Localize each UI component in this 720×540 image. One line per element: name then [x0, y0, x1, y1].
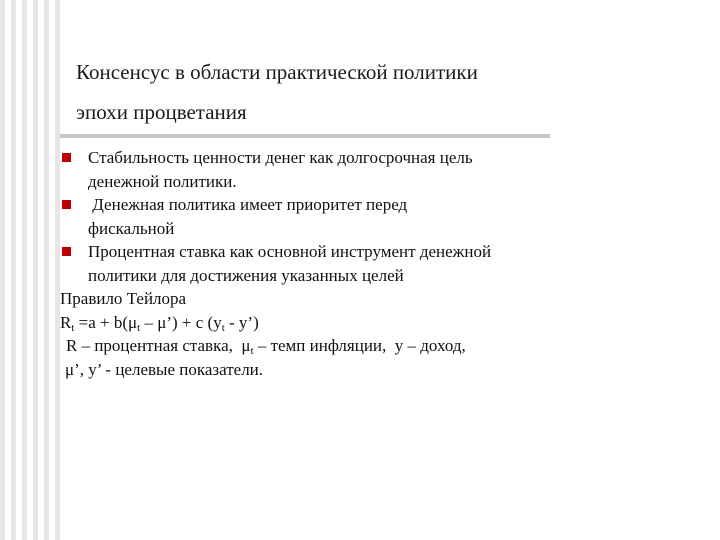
- title-line-1: Консенсус в области практической политики: [76, 60, 478, 84]
- bullet-item-2: [60, 193, 700, 240]
- bullet-2-line-2: фискальной: [88, 218, 175, 238]
- square-bullet-icon: [62, 153, 71, 162]
- bullet-item-1: [60, 146, 700, 193]
- formula-part-3: - y’): [224, 312, 259, 332]
- bullet-item-3: [60, 240, 700, 287]
- legend-part-1: R – процентная ставка, μ: [66, 336, 251, 355]
- bullet-3-line-2: политики для достижения указанных целей: [88, 265, 404, 285]
- slide-title: [76, 52, 636, 132]
- decorative-stripes: [0, 0, 60, 540]
- bullet-1-line-2: денежной политики.: [88, 171, 237, 191]
- legend-part-2: – темп инфляции, y – доход,: [253, 336, 466, 355]
- bullet-3-line-1: Процентная ставка как основной инструмент денежной: [88, 242, 492, 261]
- square-bullet-icon: [62, 200, 71, 209]
- formula-subscript-t: t: [71, 321, 75, 334]
- formula-part-2: – μ’) + c (y: [140, 312, 222, 332]
- formula-part-1: =a + b(μ: [74, 312, 138, 332]
- title-underline: [60, 134, 550, 138]
- formula-subscript-t: t: [137, 321, 141, 334]
- square-bullet-icon: [62, 247, 71, 256]
- legend-subscript-t: t: [250, 345, 254, 357]
- taylor-rule-formula: [60, 311, 700, 335]
- slide-body: [60, 146, 700, 381]
- title-line-2: эпохи процветания: [76, 100, 247, 124]
- formula-subscript-t: t: [221, 321, 225, 334]
- formula-legend: [60, 334, 700, 358]
- bullet-2-line-1: Денежная политика имеет приоритет перед: [88, 195, 408, 214]
- target-indicators: μ’, y’ - целевые показатели.: [65, 359, 264, 379]
- formula-r: R: [60, 312, 72, 332]
- taylor-rule-heading: Правило Тейлора: [60, 289, 187, 308]
- bullet-1-line-1: Стабильность ценности денег как долгосрочная цель: [88, 148, 473, 167]
